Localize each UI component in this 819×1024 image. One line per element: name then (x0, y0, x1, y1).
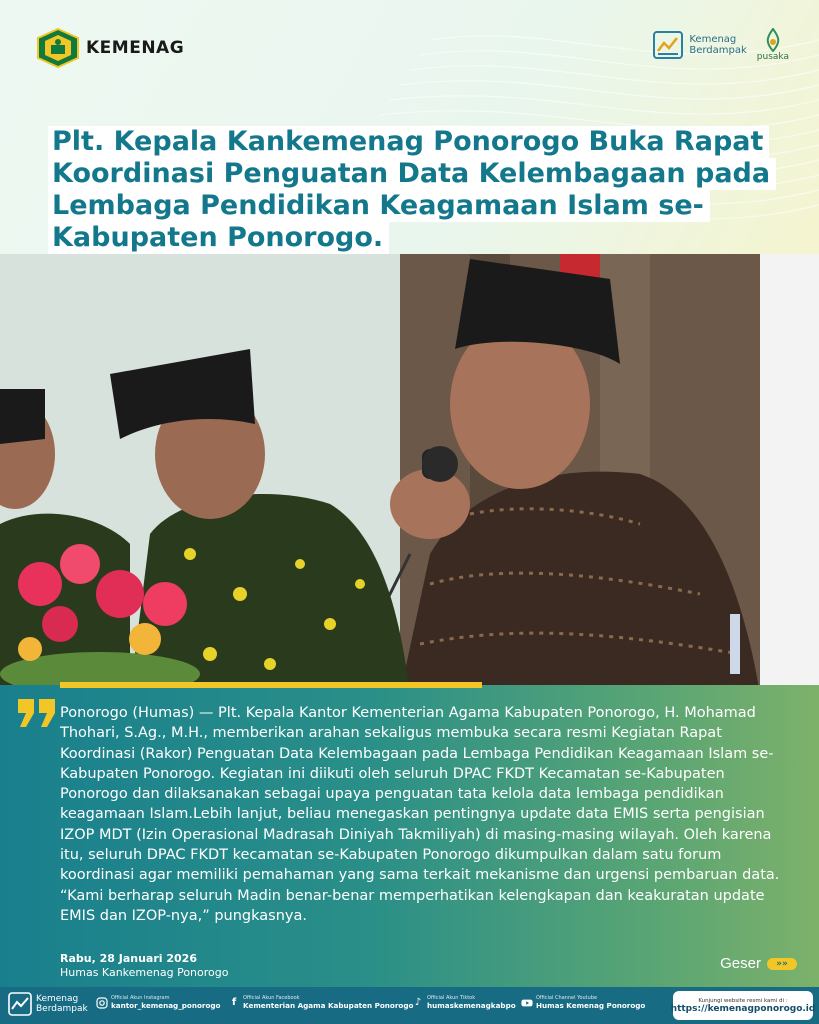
instagram-icon (96, 997, 108, 1009)
tiktok-caption: Official Akun Tiktok (427, 995, 476, 1001)
tiktok-link[interactable] (412, 995, 516, 1010)
footer (0, 987, 819, 1024)
partner-logo-line1: Kemenag (689, 34, 737, 45)
facebook-link[interactable] (228, 995, 413, 1010)
partner-logos (653, 28, 789, 62)
website-link[interactable] (670, 991, 816, 1020)
partner-logo-line2: Berdampak (689, 45, 747, 56)
article-author: Humas Kankemenag Ponorogo (60, 966, 229, 979)
tiktok-handle: humaskemenagkabpo (427, 1001, 516, 1010)
footer-logo (8, 992, 88, 1016)
event-photo (0, 254, 819, 694)
double-chevron-right-icon: »» (767, 958, 797, 970)
footer-logo-line2: Berdampak (36, 1004, 88, 1014)
instagram-caption: Official Akun Instagram (111, 995, 170, 1001)
berdampak-icon (653, 31, 683, 59)
brand-name: KEMENAG (86, 38, 185, 58)
tiktok-icon: ♪ (414, 997, 422, 1008)
youtube-caption: Official Channel Youtube (536, 995, 598, 1001)
youtube-icon (521, 997, 533, 1009)
website-caption: Kunjungi website resmi kami di : (698, 997, 788, 1004)
headline-line-4: Kabupaten Ponorogo. (48, 222, 389, 254)
swipe-label: Geser (720, 955, 761, 972)
instagram-handle: kantor_kemenag_ponorogo (111, 1001, 221, 1010)
youtube-link[interactable] (521, 995, 645, 1010)
headline (48, 126, 788, 254)
facebook-icon: f (231, 997, 237, 1008)
article-date: Rabu, 28 Januari 2026 (60, 952, 197, 965)
headline-line-1: Plt. Kepala Kankemenag Ponorogo Buka Rapat (48, 126, 769, 158)
facebook-handle: Kementerian Agama Kabupaten Ponorogo (243, 1001, 414, 1010)
swipe-next-button[interactable] (720, 955, 797, 972)
kemenag-emblem-icon (36, 28, 80, 68)
pusaka-logo (757, 28, 789, 62)
pusaka-label: pusaka (756, 52, 789, 62)
website-url: https://kemenagponorogo.id (670, 1003, 816, 1014)
quote-mark-icon (16, 697, 58, 729)
headline-line-3: Lembaga Pendidikan Keagamaan Islam se- (48, 190, 710, 222)
accent-bar (60, 682, 482, 688)
instagram-link[interactable] (96, 995, 221, 1010)
youtube-handle: Humas Kemenag Ponorogo (536, 1001, 646, 1010)
headline-line-2: Koordinasi Penguatan Data Kelembagaan pada (48, 158, 776, 190)
footer-berdampak-icon (8, 992, 32, 1016)
article-body: Ponorogo (Humas) — Plt. Kepala Kantor Kementerian Agama Kabupaten Ponorogo, H. Mohamad Thohari, S.Ag., M.H., memberikan arahan sekaligus membuka secara resmi Kegiatan Rapat Koordinasi (Rakor) Penguatan Data Kelembagaan pada Lembaga Pendidikan Keagamaan Islam se-Kabupaten Ponorogo. Kegiatan ini diikuti oleh seluruh DPAC FKDT Kecamatan se-Kabupaten Ponorogo dan dilaksanakan sebagai upaya penguatan tata kelola data lembaga pendidikan keagamaan Islam.Lebih lanjut, beliau menegaskan pentingnya update data EMIS serta pengisian IZOP MDT (Izin Operasional Madrasah Diniyah Takmiliyah) di masing-masing wilayah. Oleh karena itu, seluruh DPAC FKDT kecamatan se-Kabupaten Ponorogo dikumpulkan dalam satu forum koordinasi agar memiliki pemahaman yang sama terkait mekanisme dan urgensi pembaruan data. “Kami berharap seluruh Madin benar-benar memperhatikan kelengkapan dan keakuratan update EMIS dan IZOP-nya,” pungkasnya. (60, 705, 780, 924)
footer-logo-line1: Kemenag (36, 994, 79, 1004)
kemenag-berdampak-logo (653, 31, 746, 59)
pusaka-icon (763, 28, 783, 52)
facebook-caption: Official Akun Facebook (243, 995, 300, 1001)
